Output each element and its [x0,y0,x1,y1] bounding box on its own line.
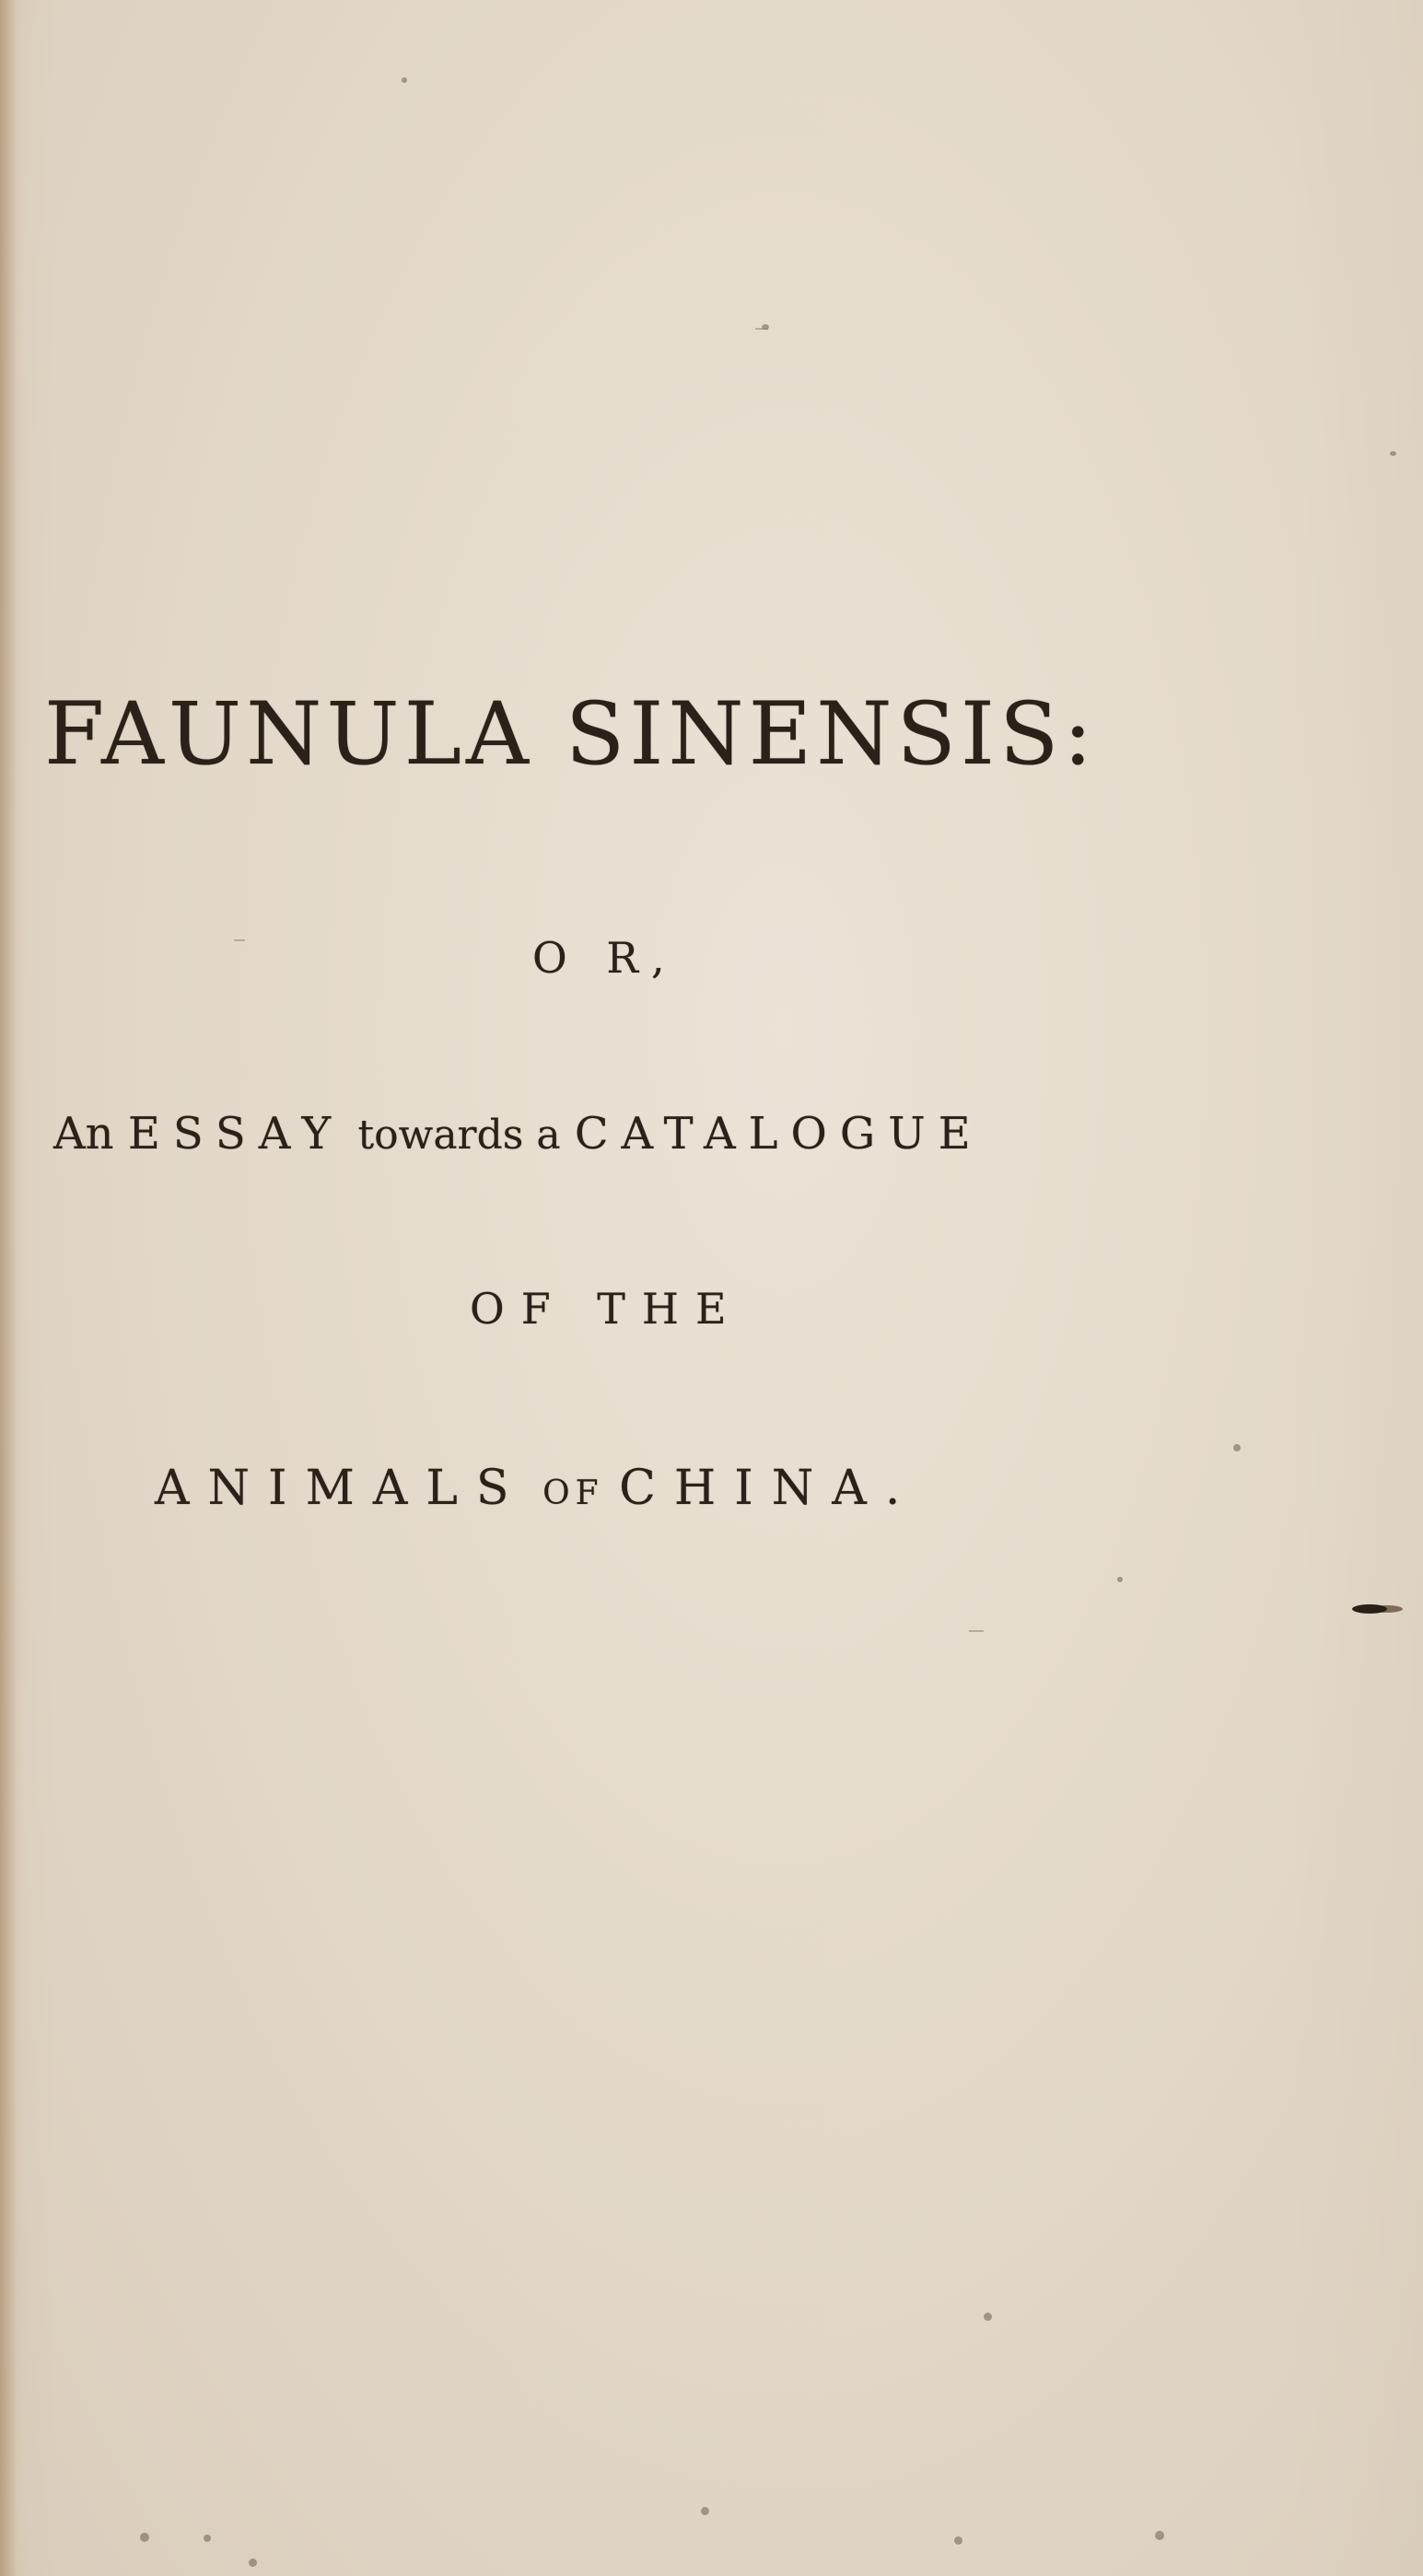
paper-hole [1352,1604,1387,1614]
subtitle-part-catalogue: CATALOGUE [574,1108,984,1160]
title: FAUNULA SINENSIS: [44,684,1098,785]
subtitle-part-towards: towards a [357,1112,561,1159]
subject-line [155,1453,1094,1529]
paper-speck [1155,2531,1164,2540]
paper-fibre [234,939,245,941]
paper-speck [984,2313,992,2321]
page-gutter-shadow [0,0,24,2576]
title-conjunction: O R, [532,933,678,983]
subtitle-part-essay: ESSAY [127,1108,344,1160]
paper-fibre [755,328,768,330]
subtitle-part-an: An [53,1108,114,1160]
subject-part-animals: ANIMALS [155,1461,528,1516]
paper-fibre [969,1630,984,1632]
paper-speck [249,2559,257,2567]
subject-part-china: CHINA. [619,1461,919,1516]
paper-speck [1233,1444,1241,1451]
of-the-line: OF THE [470,1284,743,1334]
paper-speck [954,2536,962,2545]
paper-speck [701,2507,709,2515]
paper-speck [1117,1577,1123,1582]
paper-speck [402,77,407,83]
subject-part-of: OF [542,1474,604,1512]
paper-speck [140,2533,149,2542]
paper-speck [1390,451,1396,456]
subtitle-line [53,1102,1177,1168]
paper-speck [204,2535,211,2542]
